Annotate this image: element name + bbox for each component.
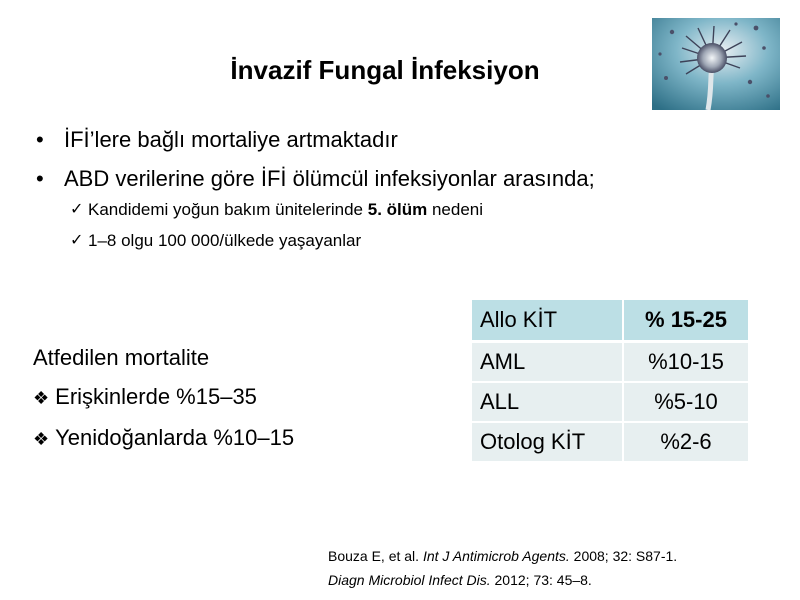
mortality-section [33, 342, 294, 463]
references [328, 544, 677, 592]
sub-bullet-item [64, 229, 595, 253]
slide-title: İnvazif Fungal İnfeksiyon [230, 55, 540, 85]
reference-line [328, 568, 677, 592]
reference-journal: Int J Antimicrob Agents. [422, 548, 570, 564]
reference-details: 2012; 73: 45–8. [490, 572, 592, 588]
bullet-text: ABD verilerine göre İFİ ölümcül infeksiyonlar arasında; [64, 166, 595, 191]
table-cell: Otolog KİT [471, 422, 623, 462]
table-cell: %2-6 [623, 422, 749, 462]
sub-bullet-text-start: Kandidemi yoğun bakım ünitelerinde [88, 200, 368, 219]
reference-journal: Diagn Microbiol Infect Dis. [328, 572, 491, 588]
sub-bullet-bold-text: 5. ölüm [367, 200, 428, 219]
mortality-item [33, 422, 294, 455]
mortality-item-text: Yenidoğanlarda %10–15 [55, 425, 295, 450]
table-header-cell: Allo KİT [471, 299, 623, 342]
diamond-bullet-icon: ❖ [33, 388, 50, 408]
mortality-heading: Atfedilen mortalite [33, 345, 210, 370]
checkmark-icon: ✓ [70, 201, 84, 218]
bullet-dot: • [36, 127, 44, 152]
table-cell: %10-15 [623, 342, 749, 383]
table-cell: %5-10 [623, 382, 749, 422]
table-row [471, 342, 749, 383]
bullet-list [30, 124, 595, 261]
mortality-item-text: Erişkinlerde %15–35 [55, 384, 257, 409]
mortality-item [33, 381, 294, 414]
bullet-text: İFİ’lere bağlı mortaliye artmaktadır [64, 127, 398, 152]
bullet-item [30, 124, 595, 155]
table-cell: ALL [471, 382, 623, 422]
checkmark-icon: ✓ [70, 232, 84, 249]
fungus-microscopy-image [652, 18, 780, 110]
reference-authors: Bouza E, et al. [328, 548, 423, 564]
table-header-cell: % 15-25 [623, 299, 749, 342]
diamond-bullet-icon: ❖ [33, 429, 50, 449]
table-row [471, 422, 749, 462]
sub-bullet-item [64, 198, 595, 222]
table-cell: AML [471, 342, 623, 383]
sub-bullet-text-end: nedeni [427, 200, 484, 219]
reference-details: 2008; 32: S87-1. [569, 548, 678, 564]
sub-bullet-text: 1–8 olgu 100 000/ülkede yaşayanlar [88, 231, 362, 250]
mortality-table [470, 298, 750, 463]
reference-line [328, 544, 677, 568]
bullet-item [30, 163, 595, 253]
bullet-dot: • [36, 166, 44, 191]
table-row [471, 382, 749, 422]
table-header-row [471, 299, 749, 342]
sub-bullet-list [64, 198, 595, 253]
